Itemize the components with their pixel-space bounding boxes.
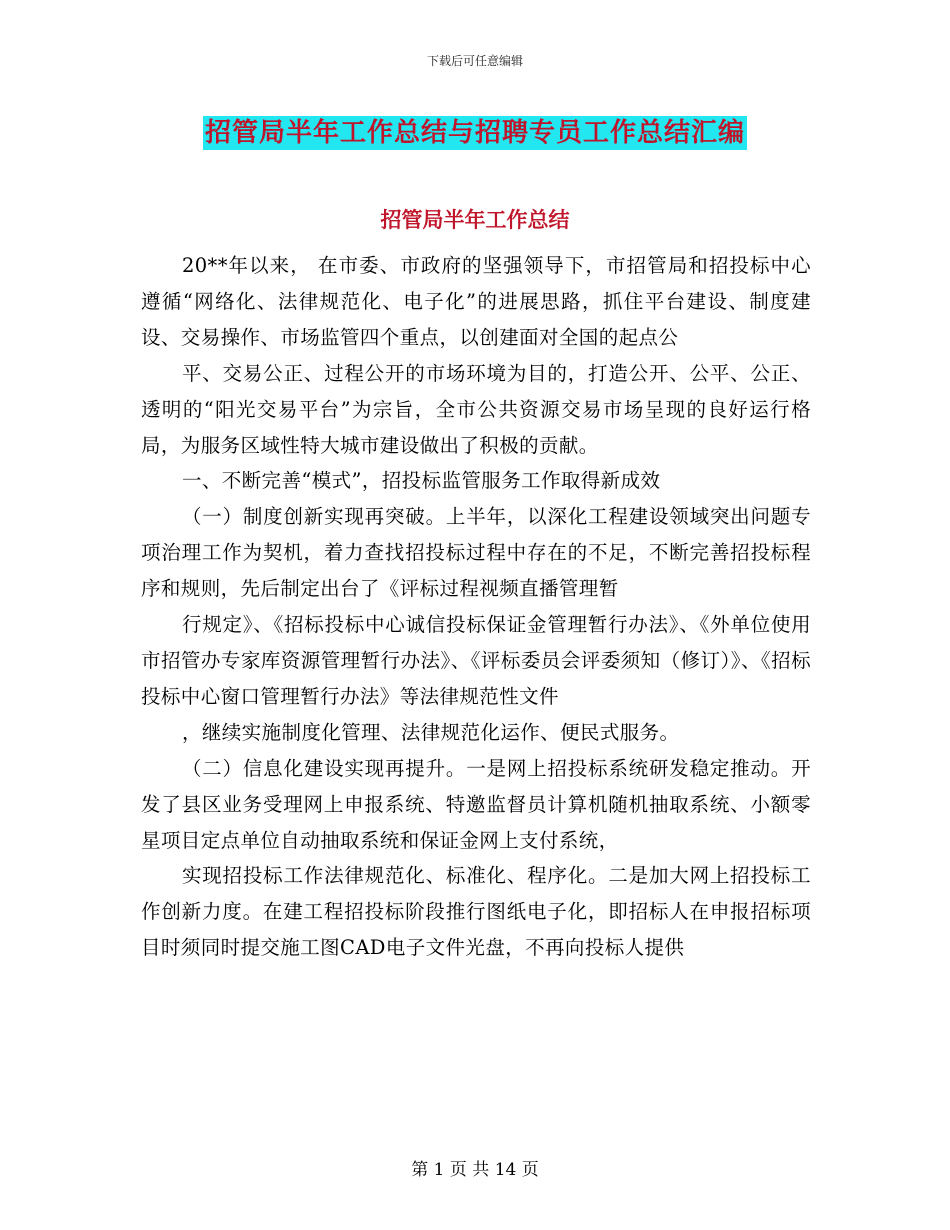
paragraph: ，继续实施制度化管理、法律规范化运作、便民式服务。 xyxy=(181,720,680,744)
paragraph: （一）制度创新实现再突破。上半年，以深化工程建设领域突出问题专项治理工作为契机，着力查找招投标过程中存在的不足，不断完善招投标程序和规则，先后制定出台了《评标过程视频直播管理暂 xyxy=(141,505,811,601)
page-number: 第 1 页 共 14 页 xyxy=(411,1160,539,1180)
paragraph: 实现招投标工作法律规范化、标准化、程序化。二是加大网上招投标工作创新力度。在建工程招投标阶段推行图纸电子化，即招标人在申报招标项目时须同时提交施工图CAD电子文件光盘，不再向投标人提供 xyxy=(141,864,811,960)
document-title-wrapper xyxy=(0,112,950,149)
download-note: 下载后可任意编辑 xyxy=(426,54,523,68)
paragraph: 行规定》、《招标投标中心诚信投标保证金管理暂行办法》、《外单位使用市招管办专家库资源管理暂行办法》、《评标委员会评委须知（修订）》、《招标投标中心窗口管理暂行办法》等法律规范性文件 xyxy=(141,613,811,708)
paragraph: 平、交易公正、过程公开的市场环境为目的，打造公开、公平、公正、透明的“阳光交易平台”为宗旨，全市公共资源交易市场呈现的良好运行格局，为服务区域性特大城市建设做出了积极的贡献。 xyxy=(141,361,811,457)
section-title: 招管局半年工作总结 xyxy=(380,208,570,232)
paragraph: 20**年以来， 在市委、市政府的坚强领导下，市招管局和招投标中心遵循“网络化、法律规范化、电子化”的进展思路，抓住平台建设、制度建设、交易操作、市场监管四个重点，以创建面对全国的起点公 xyxy=(141,254,811,349)
paragraph: （二）信息化建设实现再提升。一是网上招投标系统研发稳定推动。开发了县区业务受理网上申报系统、特邀监督员计算机随机抽取系统、小额零星项目定点单位自动抽取系统和保证金网上支付系统， xyxy=(141,756,811,852)
paragraph: 一、不断完善“模式”，招投标监管服务工作取得新成效 xyxy=(181,469,661,493)
document-body xyxy=(141,248,811,966)
document-title: 招管局半年工作总结与招聘专员工作总结汇编 xyxy=(204,118,745,148)
